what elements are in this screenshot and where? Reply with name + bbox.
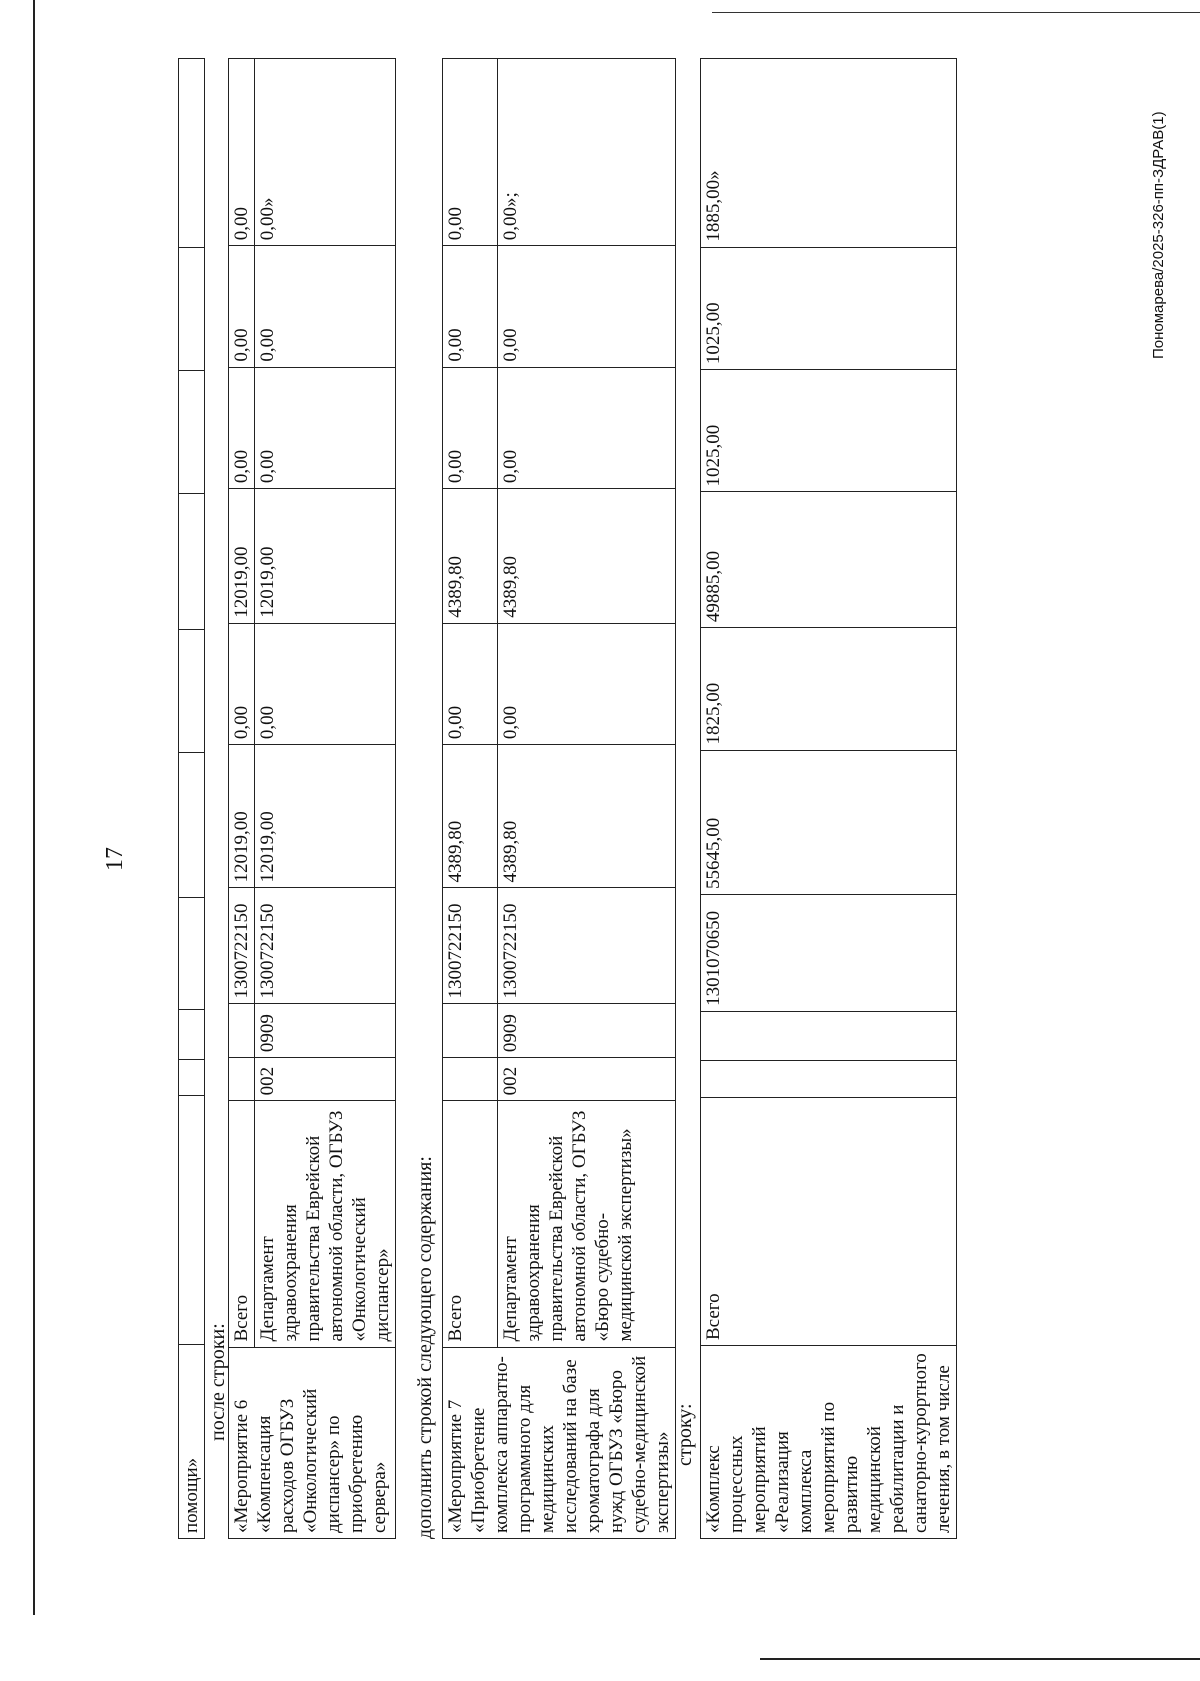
table-block-2 <box>442 58 676 1539</box>
cell-block1-dept-2: 12019,00 <box>255 489 396 624</box>
cell-block2-total-1: 0,00 <box>443 623 498 744</box>
cell-block3-total-3: 1025,00 <box>701 370 957 492</box>
cell-block2-name: «Мероприятие 7 «Приобретение комплекса аппаратно-программного для медицинских исследований на базе хроматографа для нужд ОГБУЗ «Бюро судебно-медицинской экспертизы» <box>443 1347 676 1538</box>
cell-block1-total-2: 12019,00 <box>229 489 255 624</box>
cell-block2-dept-3: 0,00 <box>498 367 676 488</box>
cell-block1-csr-dept: 1300722150 <box>255 888 396 1004</box>
label-row: строку: <box>674 1403 696 1466</box>
cell-block1-total-1: 0,00 <box>229 623 255 744</box>
cell-block3-total-5: 1885,00» <box>701 59 957 248</box>
cell-block2-dept-4: 0,00 <box>498 246 676 367</box>
label-after-rows: после строки: <box>207 1323 229 1441</box>
cell-block1-code2: 0909 <box>255 1004 396 1058</box>
cell-block2-dept-5: 0,00»; <box>498 59 676 246</box>
table-block-3 <box>700 58 957 1539</box>
cell-block1-name: «Мероприятие 6 «Компенсация расходов ОГБУЗ «Онкологический диспансер» по приобретению сервера» <box>229 1347 396 1538</box>
cell-block2-total-label: Всего <box>443 1101 498 1347</box>
cell-block2-dept-1: 0,00 <box>498 623 676 744</box>
cell-block2-total-5: 0,00 <box>443 59 498 246</box>
cell-block2-total-2: 4389,80 <box>443 489 498 624</box>
cell-block2-dept: Департамент здравоохранения правительства Еврейской автономной области, ОГБУЗ «Бюро судебно-медицинской экспертизы» <box>498 1101 676 1347</box>
cell-block2-dept-2: 4389,80 <box>498 489 676 624</box>
cell-block3-total-0: 55645,00 <box>701 750 957 894</box>
cell-block1-dept-1: 0,00 <box>255 623 396 744</box>
cell-block2-csr-total: 1300722150 <box>443 888 498 1004</box>
cell-block1-total-5: 0,00 <box>229 59 255 246</box>
cell-block1-dept-3: 0,00 <box>255 367 396 488</box>
cell-block2-total-3: 0,00 <box>443 367 498 488</box>
cell-block1-total-3: 0,00 <box>229 367 255 488</box>
cell-block1-code1: 002 <box>255 1058 396 1101</box>
cell-block1-total-0: 12019,00 <box>229 745 255 888</box>
cell-top-name: помощи» <box>179 1345 205 1539</box>
cell-block3-total-1: 1825,00 <box>701 628 957 750</box>
cell-block1-csr-total: 1300722150 <box>229 888 255 1004</box>
cell-block1-total-4: 0,00 <box>229 246 255 367</box>
cell-block2-code1: 002 <box>498 1058 676 1101</box>
table-block-1 <box>228 58 396 1539</box>
cell-block1-dept-4: 0,00 <box>255 246 396 367</box>
cell-block3-total-label: Всего <box>701 1097 957 1345</box>
document-footer: Пономарева/2025-326-пп-ЗДРАВ(1) <box>1150 111 1167 359</box>
table-top-fragment <box>178 58 205 1539</box>
cell-block1-dept-0: 12019,00 <box>255 745 396 888</box>
cell-block1-dept-5: 0,00» <box>255 59 396 246</box>
cell-block3-total-4: 1025,00 <box>701 247 957 369</box>
label-supplement: дополнить строкой следующего содержания: <box>414 1156 436 1539</box>
cell-block1-dept: Департамент здравоохранения правительства Еврейской автономной области, ОГБУЗ «Онкологический диспансер» <box>255 1101 396 1347</box>
cell-block2-total-0: 4389,80 <box>443 745 498 888</box>
cell-block3-csr-total: 1301070650 <box>701 894 957 1011</box>
cell-block2-total-4: 0,00 <box>443 246 498 367</box>
cell-block2-csr-dept: 1300722150 <box>498 888 676 1004</box>
cell-block1-total-label: Всего <box>229 1101 255 1347</box>
page-number: 17 <box>102 847 128 871</box>
cell-block3-name: «Комплекс процессных мероприятий «Реализация комплекса мероприятий по развитию медицинской реабилитации и санаторно-курортного лечения, в том числе <box>701 1346 957 1539</box>
cell-block2-code2: 0909 <box>498 1004 676 1058</box>
cell-block2-dept-0: 4389,80 <box>498 745 676 888</box>
cell-block3-total-2: 49885,00 <box>701 492 957 628</box>
